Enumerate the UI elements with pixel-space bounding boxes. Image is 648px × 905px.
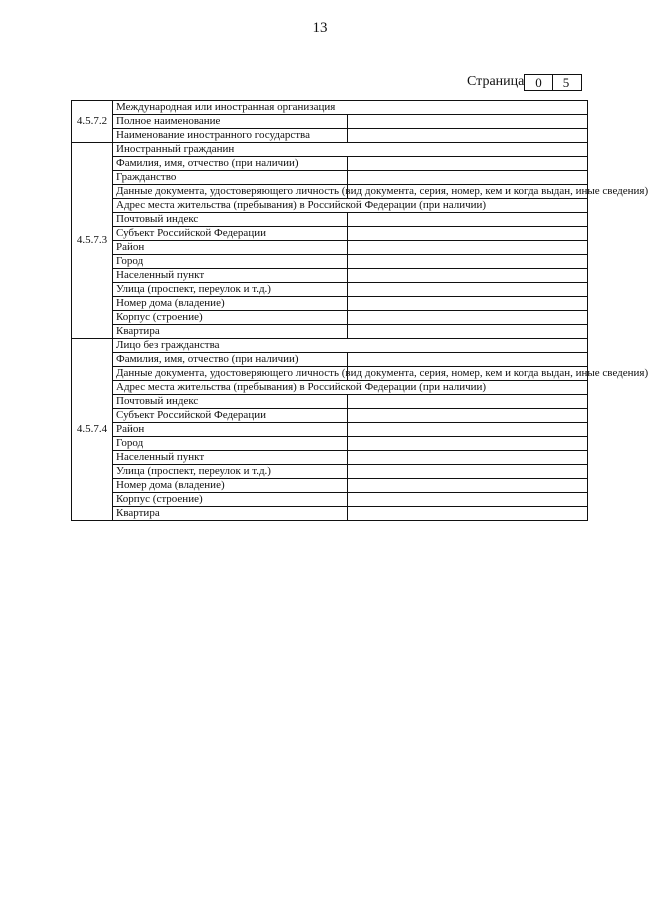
field-label: Данные документа, удостоверяющего личность (вид документа, серия, номер, кем и когда выдан, иные сведения) bbox=[113, 185, 348, 199]
field-label: Номер дома (владение) bbox=[113, 479, 348, 493]
table-row bbox=[72, 479, 588, 493]
page-number: 13 bbox=[312, 20, 328, 36]
field-label: Данные документа, удостоверяющего личность (вид документа, серия, номер, кем и когда выдан, иные сведения) bbox=[113, 367, 348, 381]
field-label: Квартира bbox=[113, 325, 348, 339]
table-row bbox=[72, 493, 588, 507]
field-value[interactable] bbox=[348, 409, 588, 423]
field-value[interactable] bbox=[348, 283, 588, 297]
field-label: Лицо без гражданства bbox=[113, 339, 588, 353]
form-table bbox=[71, 100, 648, 521]
table-row bbox=[72, 353, 588, 367]
field-value[interactable] bbox=[348, 157, 588, 171]
table-row bbox=[72, 395, 588, 409]
table-row bbox=[72, 409, 588, 423]
table-row bbox=[72, 241, 588, 255]
field-value[interactable] bbox=[348, 451, 588, 465]
field-value[interactable] bbox=[348, 255, 588, 269]
field-value[interactable] bbox=[348, 479, 588, 493]
table-row bbox=[72, 423, 588, 437]
field-value[interactable] bbox=[348, 493, 588, 507]
field-label: Район bbox=[113, 423, 348, 437]
field-value[interactable] bbox=[348, 115, 588, 129]
field-value[interactable] bbox=[348, 171, 588, 185]
field-label: Иностранный гражданин bbox=[113, 143, 588, 157]
field-label: Населенный пункт bbox=[113, 451, 348, 465]
table-row bbox=[72, 101, 588, 115]
field-value[interactable] bbox=[348, 241, 588, 255]
field-label: Улица (проспект, переулок и т.д.) bbox=[113, 465, 348, 479]
field-value[interactable] bbox=[348, 395, 588, 409]
table-row bbox=[72, 507, 588, 521]
field-label: Населенный пункт bbox=[113, 269, 348, 283]
section-code: 4.5.7.2 bbox=[72, 101, 113, 143]
page-digit-box: 5 bbox=[551, 74, 582, 91]
field-label: Район bbox=[113, 241, 348, 255]
field-label: Корпус (строение) bbox=[113, 493, 348, 507]
field-label: Улица (проспект, переулок и т.д.) bbox=[113, 283, 348, 297]
table-row bbox=[72, 227, 588, 241]
field-label: Международная или иностранная организация bbox=[113, 101, 588, 115]
table-row bbox=[72, 269, 588, 283]
field-label: Фамилия, имя, отчество (при наличии) bbox=[113, 157, 348, 171]
field-value[interactable] bbox=[348, 269, 588, 283]
field-value[interactable] bbox=[348, 213, 588, 227]
table-row bbox=[72, 465, 588, 479]
table-row bbox=[72, 451, 588, 465]
field-value[interactable] bbox=[348, 227, 588, 241]
field-label: Фамилия, имя, отчество (при наличии) bbox=[113, 353, 348, 367]
field-value[interactable] bbox=[348, 325, 588, 339]
table-row bbox=[72, 115, 588, 129]
section-code: 4.5.7.3 bbox=[72, 143, 113, 339]
table-row bbox=[72, 437, 588, 451]
field-value[interactable] bbox=[348, 129, 588, 143]
field-value[interactable] bbox=[348, 297, 588, 311]
field-label: Гражданство bbox=[113, 171, 348, 185]
field-label: Почтовый индекс bbox=[113, 213, 348, 227]
field-label: Корпус (строение) bbox=[113, 311, 348, 325]
page-digit-box: 0 bbox=[524, 74, 553, 91]
field-label: Субъект Российской Федерации bbox=[113, 409, 348, 423]
field-value[interactable] bbox=[348, 353, 588, 367]
field-label: Адрес места жительства (пребывания) в Российской Федерации (при наличии) bbox=[113, 381, 588, 395]
field-label: Наименование иностранного государства bbox=[113, 129, 348, 143]
table-row bbox=[72, 311, 588, 325]
table-row bbox=[72, 283, 588, 297]
field-label: Полное наименование bbox=[113, 115, 348, 129]
page-label: Страница bbox=[467, 74, 525, 89]
table-row bbox=[72, 157, 588, 171]
table-row bbox=[72, 185, 588, 199]
field-value[interactable] bbox=[348, 465, 588, 479]
field-label: Город bbox=[113, 255, 348, 269]
field-label: Адрес места жительства (пребывания) в Российской Федерации (при наличии) bbox=[113, 199, 588, 213]
field-label: Субъект Российской Федерации bbox=[113, 227, 348, 241]
section-code: 4.5.7.4 bbox=[72, 339, 113, 521]
table-row bbox=[72, 213, 588, 227]
field-value[interactable] bbox=[348, 423, 588, 437]
field-value[interactable] bbox=[348, 507, 588, 521]
table-row bbox=[72, 339, 588, 353]
table-row bbox=[72, 143, 588, 157]
table-row bbox=[72, 325, 588, 339]
field-label: Почтовый индекс bbox=[113, 395, 348, 409]
field-value[interactable] bbox=[348, 437, 588, 451]
table-row bbox=[72, 297, 588, 311]
table-row bbox=[72, 255, 588, 269]
field-label: Номер дома (владение) bbox=[113, 297, 348, 311]
table-row bbox=[72, 199, 588, 213]
field-label: Город bbox=[113, 437, 348, 451]
table-row bbox=[72, 171, 588, 185]
table-row bbox=[72, 367, 588, 381]
table-row bbox=[72, 381, 588, 395]
field-value[interactable] bbox=[348, 311, 588, 325]
table-row bbox=[72, 129, 588, 143]
field-label: Квартира bbox=[113, 507, 348, 521]
